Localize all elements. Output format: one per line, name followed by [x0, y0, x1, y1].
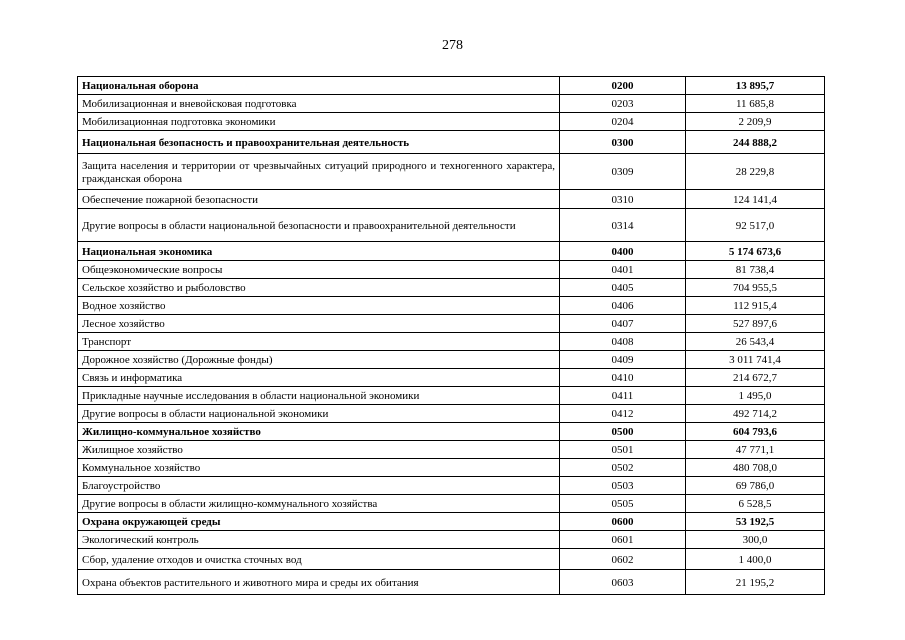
row-name: Мобилизационная и вневойсковая подготовка — [78, 95, 560, 113]
row-name: Национальная безопасность и правоохранительная деятельность — [78, 131, 560, 154]
budget-table — [77, 76, 825, 595]
row-name: Другие вопросы в области жилищно-коммунального хозяйства — [78, 495, 560, 513]
row-name: Охрана объектов растительного и животного мира и среды их обитания — [78, 570, 560, 595]
row-name: Водное хозяйство — [78, 297, 560, 315]
row-code: 0309 — [560, 154, 686, 190]
table-row — [78, 315, 825, 333]
table-row — [78, 387, 825, 405]
row-amount: 124 141,4 — [686, 190, 825, 209]
row-name: Прикладные научные исследования в области национальной экономики — [78, 387, 560, 405]
row-name: Связь и информатика — [78, 369, 560, 387]
table-row — [78, 351, 825, 369]
row-amount: 2 209,9 — [686, 113, 825, 131]
row-amount: 92 517,0 — [686, 209, 825, 242]
row-amount: 1 400,0 — [686, 549, 825, 570]
row-amount: 704 955,5 — [686, 279, 825, 297]
row-amount: 47 771,1 — [686, 441, 825, 459]
row-amount: 53 192,5 — [686, 513, 825, 531]
row-code: 0503 — [560, 477, 686, 495]
table-row — [78, 95, 825, 113]
table-row — [78, 495, 825, 513]
table-row — [78, 190, 825, 209]
row-amount: 28 229,8 — [686, 154, 825, 190]
table-row — [78, 531, 825, 549]
row-amount: 81 738,4 — [686, 261, 825, 279]
table-row-section — [78, 131, 825, 154]
row-name: Общеэкономические вопросы — [78, 261, 560, 279]
row-name: Другие вопросы в области национальной безопасности и правоохранительной деятельности — [78, 209, 560, 242]
table-row — [78, 279, 825, 297]
row-amount: 244 888,2 — [686, 131, 825, 154]
table-row — [78, 369, 825, 387]
table-row-section — [78, 242, 825, 261]
row-amount: 3 011 741,4 — [686, 351, 825, 369]
row-code: 0203 — [560, 95, 686, 113]
row-name: Сельское хозяйство и рыболовство — [78, 279, 560, 297]
table-row-section — [78, 77, 825, 95]
row-code: 0204 — [560, 113, 686, 131]
row-amount: 11 685,8 — [686, 95, 825, 113]
row-code: 0502 — [560, 459, 686, 477]
row-code: 0406 — [560, 297, 686, 315]
row-code: 0505 — [560, 495, 686, 513]
table-row — [78, 333, 825, 351]
row-code: 0310 — [560, 190, 686, 209]
page-number: 278 — [442, 38, 463, 53]
row-code: 0300 — [560, 131, 686, 154]
table-row — [78, 261, 825, 279]
row-code: 0501 — [560, 441, 686, 459]
row-amount: 1 495,0 — [686, 387, 825, 405]
row-code: 0412 — [560, 405, 686, 423]
row-code: 0603 — [560, 570, 686, 595]
row-amount: 21 195,2 — [686, 570, 825, 595]
row-amount: 214 672,7 — [686, 369, 825, 387]
row-amount: 6 528,5 — [686, 495, 825, 513]
row-amount: 26 543,4 — [686, 333, 825, 351]
table-row — [78, 477, 825, 495]
table-row — [78, 297, 825, 315]
row-name: Лесное хозяйство — [78, 315, 560, 333]
row-amount: 5 174 673,6 — [686, 242, 825, 261]
row-name: Транспорт — [78, 333, 560, 351]
row-name: Жилищное хозяйство — [78, 441, 560, 459]
row-name: Благоустройство — [78, 477, 560, 495]
row-name: Защита населения и территории от чрезвычайных ситуаций природного и техногенного характера, гражданская оборона — [78, 154, 560, 190]
row-amount: 527 897,6 — [686, 315, 825, 333]
row-name: Национальная оборона — [78, 77, 560, 95]
row-amount: 480 708,0 — [686, 459, 825, 477]
row-code: 0410 — [560, 369, 686, 387]
table-row — [78, 441, 825, 459]
row-name: Сбор, удаление отходов и очистка сточных вод — [78, 549, 560, 570]
row-amount: 13 895,7 — [686, 77, 825, 95]
row-code: 0407 — [560, 315, 686, 333]
row-code: 0600 — [560, 513, 686, 531]
row-code: 0405 — [560, 279, 686, 297]
row-name: Другие вопросы в области национальной экономики — [78, 405, 560, 423]
table-row — [78, 209, 825, 242]
row-code: 0400 — [560, 242, 686, 261]
table-row — [78, 570, 825, 595]
table-row-section — [78, 423, 825, 441]
row-name: Коммунальное хозяйство — [78, 459, 560, 477]
row-name: Национальная экономика — [78, 242, 560, 261]
table-row — [78, 549, 825, 570]
row-name: Мобилизационная подготовка экономики — [78, 113, 560, 131]
row-code: 0314 — [560, 209, 686, 242]
row-amount: 300,0 — [686, 531, 825, 549]
table-row — [78, 154, 825, 190]
row-code: 0401 — [560, 261, 686, 279]
table-row — [78, 459, 825, 477]
table-row-section — [78, 513, 825, 531]
row-name: Дорожное хозяйство (Дорожные фонды) — [78, 351, 560, 369]
row-code: 0200 — [560, 77, 686, 95]
row-amount: 604 793,6 — [686, 423, 825, 441]
row-name: Экологический контроль — [78, 531, 560, 549]
row-code: 0409 — [560, 351, 686, 369]
row-name: Жилищно-коммунальное хозяйство — [78, 423, 560, 441]
row-amount: 69 786,0 — [686, 477, 825, 495]
row-code: 0601 — [560, 531, 686, 549]
row-name: Обеспечение пожарной безопасности — [78, 190, 560, 209]
row-code: 0602 — [560, 549, 686, 570]
row-amount: 492 714,2 — [686, 405, 825, 423]
row-name: Охрана окружающей среды — [78, 513, 560, 531]
row-amount: 112 915,4 — [686, 297, 825, 315]
row-code: 0411 — [560, 387, 686, 405]
table-row — [78, 113, 825, 131]
table-row — [78, 405, 825, 423]
row-code: 0500 — [560, 423, 686, 441]
row-code: 0408 — [560, 333, 686, 351]
